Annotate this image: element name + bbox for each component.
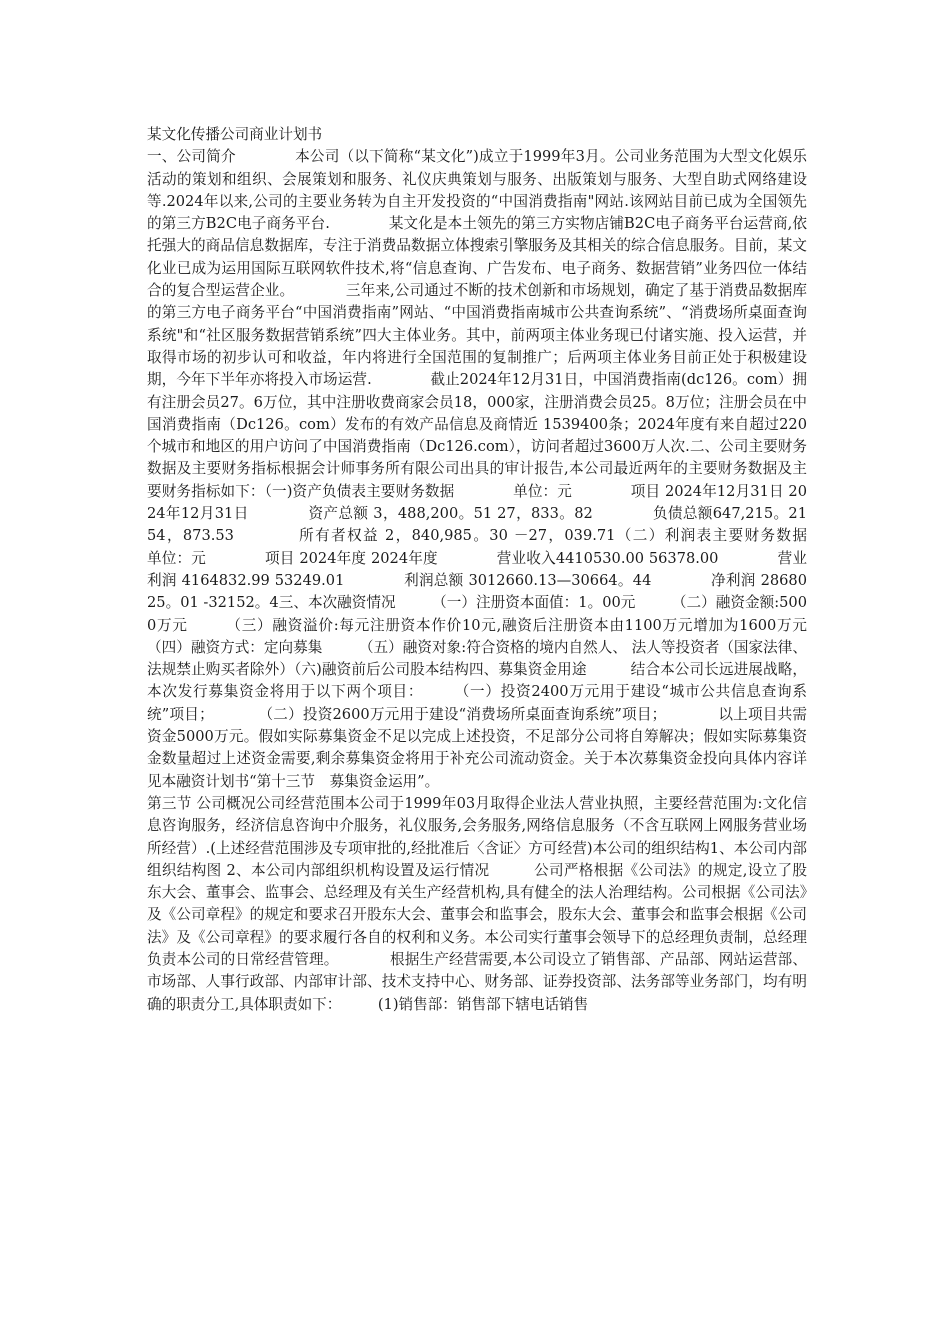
document-page <box>147 124 866 1016</box>
paragraph-section-three: 第三节 公司概况公司经营范围本公司于1999年03月取得企业法人营业执照，主要经营范围为:文化信息咨询服务，经济信息咨询中介服务，礼仪服务,会务服务,网络信息服务（不含互联网上网服务营业场所经营）.(上述经营范围涉及专项审批的,经批准后〈含证〉方可经营)本公司的组织结构1、本公司内部组织结构图 2、本公司内部组织机构设置及运行情况 公司严格根据《公司法》的规定,设立了股东大会、董事会、监事会、总经理及有关生产经营机构,具有健全的法人治理结构。公司根据《公司法》及《公司章程》的规定和要求召开股东大会、董事会和监事会，股东大会、董事会和监事会根据《公司法》及《公司章程》的要求履行各自的权利和义务。本公司实行董事会领导下的总经理负责制，总经理负责本公司的日常经营管理。 根据生产经营需要,本公司设立了销售部、产品部、网站运营部、市场部、人事行政部、内部审计部、技术支持中心、财务部、证券投资部、法务部等业务部门，均有明确的职责分工,具体职责如下： (1)销售部：销售部下辖电话销售 <box>147 794 807 1013</box>
document-title: 某文化传播公司商业计划书 <box>147 126 323 143</box>
paragraph-company-intro: 一、公司简介 本公司（以下简称“某文化”)成立于1999年3月。公司业务范围为大型文化娱乐活动的策划和组织、会展策划和服务、礼仪庆典策划与服务、出版策划与服务、大型自助式网络建设等.2024年以来,公司的主要业务转为自主开发投资的“中国消费指南"网站.该网站目前已成为全国领先的第三方B2C电子商务平台. 某文化是本土领先的第三方实物店铺B2C电子商务平台运营商,依托强大的商品信息数据库，专注于消费品数据立体搜索引擎服务及其相关的综合信息服务。目前，某文化业已成为运用国际互联网软件技术,将“信息查询、广告发布、电子商务、数据营销”业务四位一体结合的复合型运营企业。 三年来,公司通过不断的技术创新和市场规划，确定了基于消费品数据库的第三方电子商务平台“中国消费指南”网站、“中国消费指南城市公共查询系统”、“消费场所桌面查询系统"和“社区服务数据营销系统”四大主体业务。其中，前两项主体业务现已付诸实施、投入运营，并取得市场的初步认可和收益，年内将进行全国范围的复制推广；后两项主体业务目前正处于积极建设期，今年下半年亦将投入市场运营. 截止2024年12月31日，中国消费指南(dc126。com）拥有注册会员27。6万位，其中注册收费商家会员18，000家，注册消费会员25。8万位；注册会员在中国消费指南（Dc126。com）发布的有效产品信息及商情近 1539400条；2024年度有来自超过220个城市和地区的用户访问了中国消费指南（Dc126.com），访问者超过3600万人次.二、公司主要财务数据及主要财务指标根据会计师事务所有限公司出具的审计报告,本公司最近两年的主要财务数据及主要财务指标如下：（一)资产负债表主要财务数据 单位：元 项目 2024年12月31日 2024年12月31日 资产总额 3，488,200。51 27，833。82 负债总额647,215。21 54，873.53 所有者权益 2，840,985。30 －27，039.71（二）利润表主要财务数据 单位：元 项目 2024年度 2024年度 营业收入4410530.00 56378.00 营业利润 4164832.99 53249.01 利润总额 3012660.13—30664。44 净利润 2868025。01 -32152。4三、本次融资情况 （一）注册资本面值：1。00元 （二）融资金额:5000万元 （三）融资溢价:每元注册资本作价10元,融资后注册资本由1100万元增加为1600万元 （四）融资方式：定向募集 （五）融资对象:符合资格的境内自然人、 法人等投资者（国家法律、法规禁止购买者除外）（六)融资前后公司股本结构四、募集资金用途 结合本公司长远进展战略，本次发行募集资金将用于以下两个项目： （一）投资2400万元用于建设“城市公共信息查询系统”项目； （二）投资2600万元用于建设“消费场所桌面查询系统”项目； 以上项目共需资金5000万元。假如实际募集资金不足以完成上述投资，不足部分公司将自筹解决；假如实际募集资金数量超过上述资金需要,剩余募集资金将用于补充公司流动资金。关于本次募集资金投向具体内容详见本融资计划书“第十三节 募集资金运用”。 <box>147 148 866 790</box>
